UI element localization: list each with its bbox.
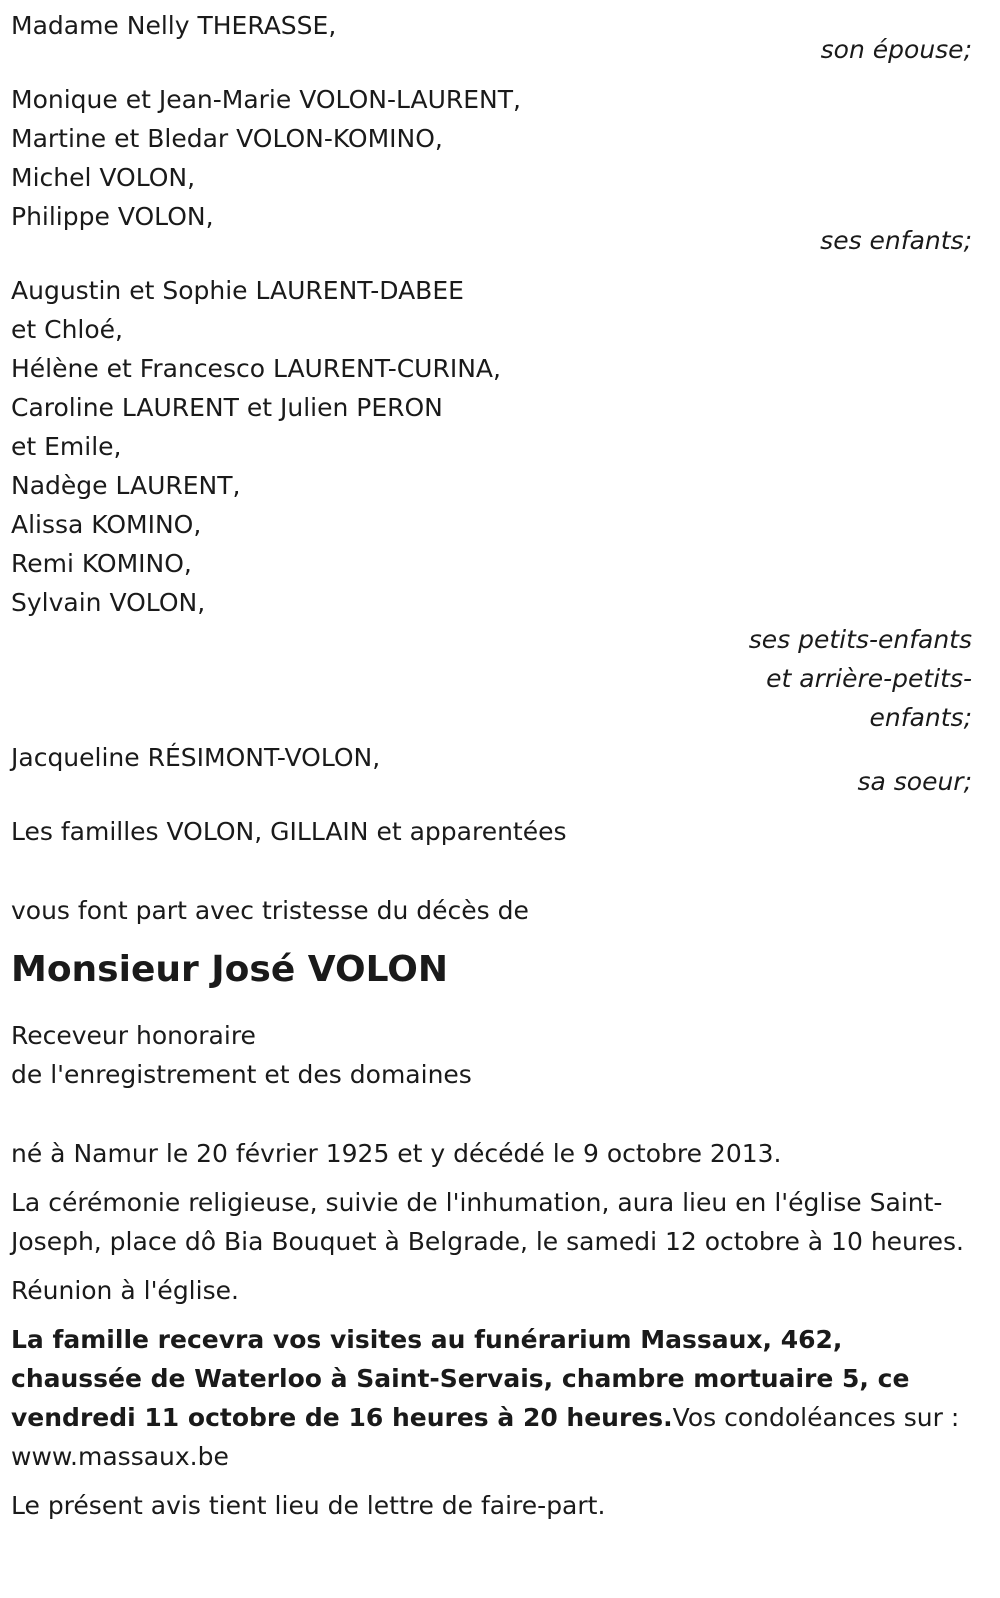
grandchild-name: et Chloé, [11,315,123,344]
child-name: Martine et Bledar VOLON-KOMINO, [11,124,443,153]
families-line: Les familles VOLON, GILLAIN et apparentées [11,817,567,846]
spouse-relation: son épouse; [820,35,972,64]
grandchild-name: Augustin et Sophie LAURENT-DABEE [11,276,464,305]
child-name: Michel VOLON, [11,163,196,192]
grandchild-name: Nadège LAURENT, [11,471,241,500]
deceased-name: Monsieur José VOLON [11,949,449,990]
announcement-line: vous font part avec tristesse du décès de [11,896,529,925]
spouse-name: Madame Nelly THERASSE, [11,11,337,40]
child-name: Philippe VOLON, [11,202,214,231]
reunion-line: Réunion à l'église. [11,1276,239,1305]
grandchild-name: Hélène et Francesco LAURENT-CURINA, [11,354,501,383]
title-line: Receveur honoraire [11,1021,256,1050]
children-relation: ses enfants; [820,226,972,255]
grandchild-name: et Emile, [11,432,122,461]
grandchild-name: Alissa KOMINO, [11,510,202,539]
visits-bold-text: La famille recevra vos visites au funérarium Massaux, 462, chaussée de Waterloo à Saint-Servais, chambre mortuaire 5, ce vendredi 11 octobre de 16 heures à 20 heures. [11,1325,910,1432]
birth-death-line: né à Namur le 20 février 1925 et y décédé le 9 octobre 2013. [11,1139,782,1168]
sister-relation: sa soeur; [857,767,972,796]
spacer [11,1094,972,1134]
title-line: de l'enregistrement et des domaines [11,1060,472,1089]
grandchild-name: Remi KOMINO, [11,549,192,578]
sister-block [11,738,972,801]
grandchildren-relation [11,620,972,737]
spacer [11,851,972,891]
sister-name: Jacqueline RÉSIMONT-VOLON, [11,743,381,772]
grandchildren-block [11,271,972,737]
grandchildren-relation-line: et arrière-petits- [766,664,972,693]
grandchild-name: Caroline LAURENT et Julien PERON [11,393,443,422]
deceased-title [11,1016,972,1094]
notice-line: Le présent avis tient lieu de lettre de faire-part. [11,1491,606,1520]
condolences-text: Vos condoléances sur : www.massaux.be [11,1403,960,1471]
grandchildren-relation-line: ses petits-enfants [748,625,972,654]
children-block [11,80,972,260]
spouse-block [11,6,972,69]
ceremony-paragraph: La cérémonie religieuse, suivie de l'inhumation, aura lieu en l'église Saint-Joseph, place dô Bia Bouquet à Belgrade, le samedi 12 octobre à 10 heures. [11,1188,964,1256]
visits-paragraph [11,1320,972,1476]
grandchildren-relation-line: enfants; [869,703,972,732]
grandchild-name: Sylvain VOLON, [11,588,206,617]
child-name: Monique et Jean-Marie VOLON-LAURENT, [11,85,521,114]
